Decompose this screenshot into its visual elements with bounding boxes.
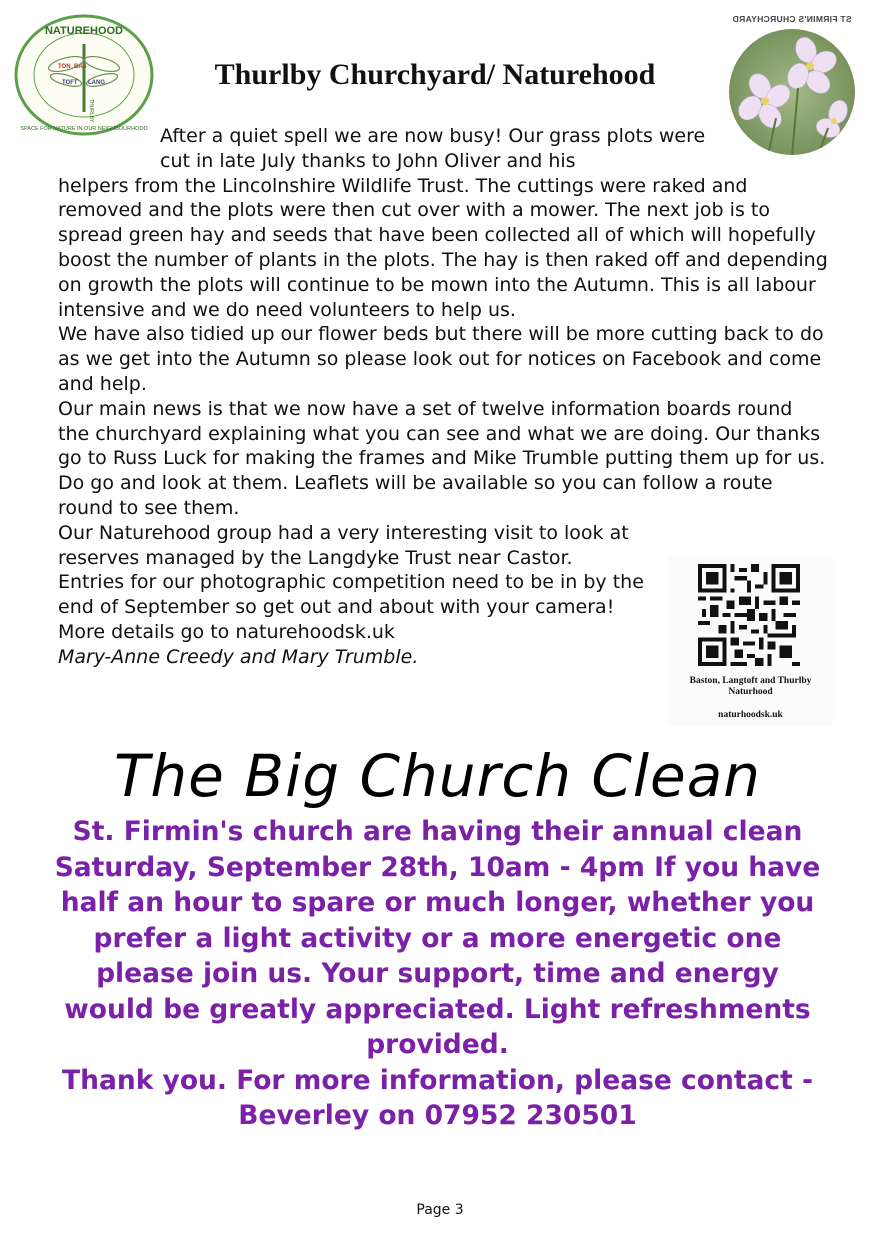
logo-top-text: NATUREHOOD (44, 25, 124, 37)
qr-code[interactable] (698, 564, 800, 666)
article-paragraph: Our main news is that we now have a set of twelve information boards round the churchyard explaining what you can see and what we are doing. Our thanks go to Russ Luck for making the frames and Mike Trumble putting them up for us. Do go and look at them. Leaflets will be available so you can follow a route round to see them. (58, 397, 826, 519)
page-title: Thurlby Churchyard/ Naturehood (214, 58, 656, 91)
article-paragraph: Our Naturehood group had a very interesting visit to look at reserves managed by the Langdyke Trust near Castor. (58, 521, 629, 569)
article-paragraph: helpers from the Lincolnshire Wildlife Trust. The cuttings were raked and removed and the plots were then cut over with a mower. The next job is to spread green hay and seeds that have been collected all of which will hopefully boost the number of plants in the plots. The hay is then raked off and depending on growth the plots will continue to be mown into the Autumn. This is all labour intensive and we do need volunteers to help us. (58, 174, 828, 321)
logo-village-baston-a: BAS (74, 64, 87, 70)
naturehood-logo (14, 14, 154, 136)
qr-caption: Baston, Langtoft and Thurlby Naturhood (689, 676, 812, 697)
logo-village-baston-b: TON (58, 64, 71, 70)
event-title: The Big Church Clean (113, 742, 761, 810)
article-paragraph: We have also tidied up our flower beds but there will be more cutting back to do as we get into the Autumn so please look out for notices on Facebook and come and help. (58, 323, 824, 395)
event-contact: Thank you. For more information, please contact - Beverley on 07952 230501 (62, 1064, 813, 1131)
logo-village-langtoft-b: TOFT (62, 80, 78, 86)
article-paragraph: Entries for our photographic competition need to be in by the end of September so get out and about with your camera! More details go to naturehoodsk.uk (58, 571, 644, 643)
event-body: St. Firmin's church are having their annual clean Saturday, September 28th, 10am - 4pm If you have half an hour to spare or much longer, whether you prefer a light activity or a more energetic one please join us. Your support, time and energy would be greatly appreciated. Light refreshments provided. (54, 816, 821, 1060)
qr-url[interactable]: naturhoodsk.uk (718, 710, 783, 720)
qr-code-block (668, 556, 833, 726)
page-number: Page 3 (416, 1202, 464, 1218)
article-signature: Mary-Anne Creedy and Mary Trumble. (58, 645, 419, 668)
logo-village-thurlby: THURLBY (88, 99, 94, 123)
article-paragraph: After a quiet spell we are now busy! Our grass plots were cut in late July thanks to John Oliver and his (160, 125, 706, 172)
photo-caption: ST FIRMIN'S CHURCHYARD (732, 14, 852, 24)
logo-village-langtoft-a: LANG (88, 80, 105, 86)
event-notice (50, 814, 825, 1134)
logo-bottom-text: SPACE FOR NATURE IN OUR NEIGHBOURHOOD (20, 126, 148, 132)
